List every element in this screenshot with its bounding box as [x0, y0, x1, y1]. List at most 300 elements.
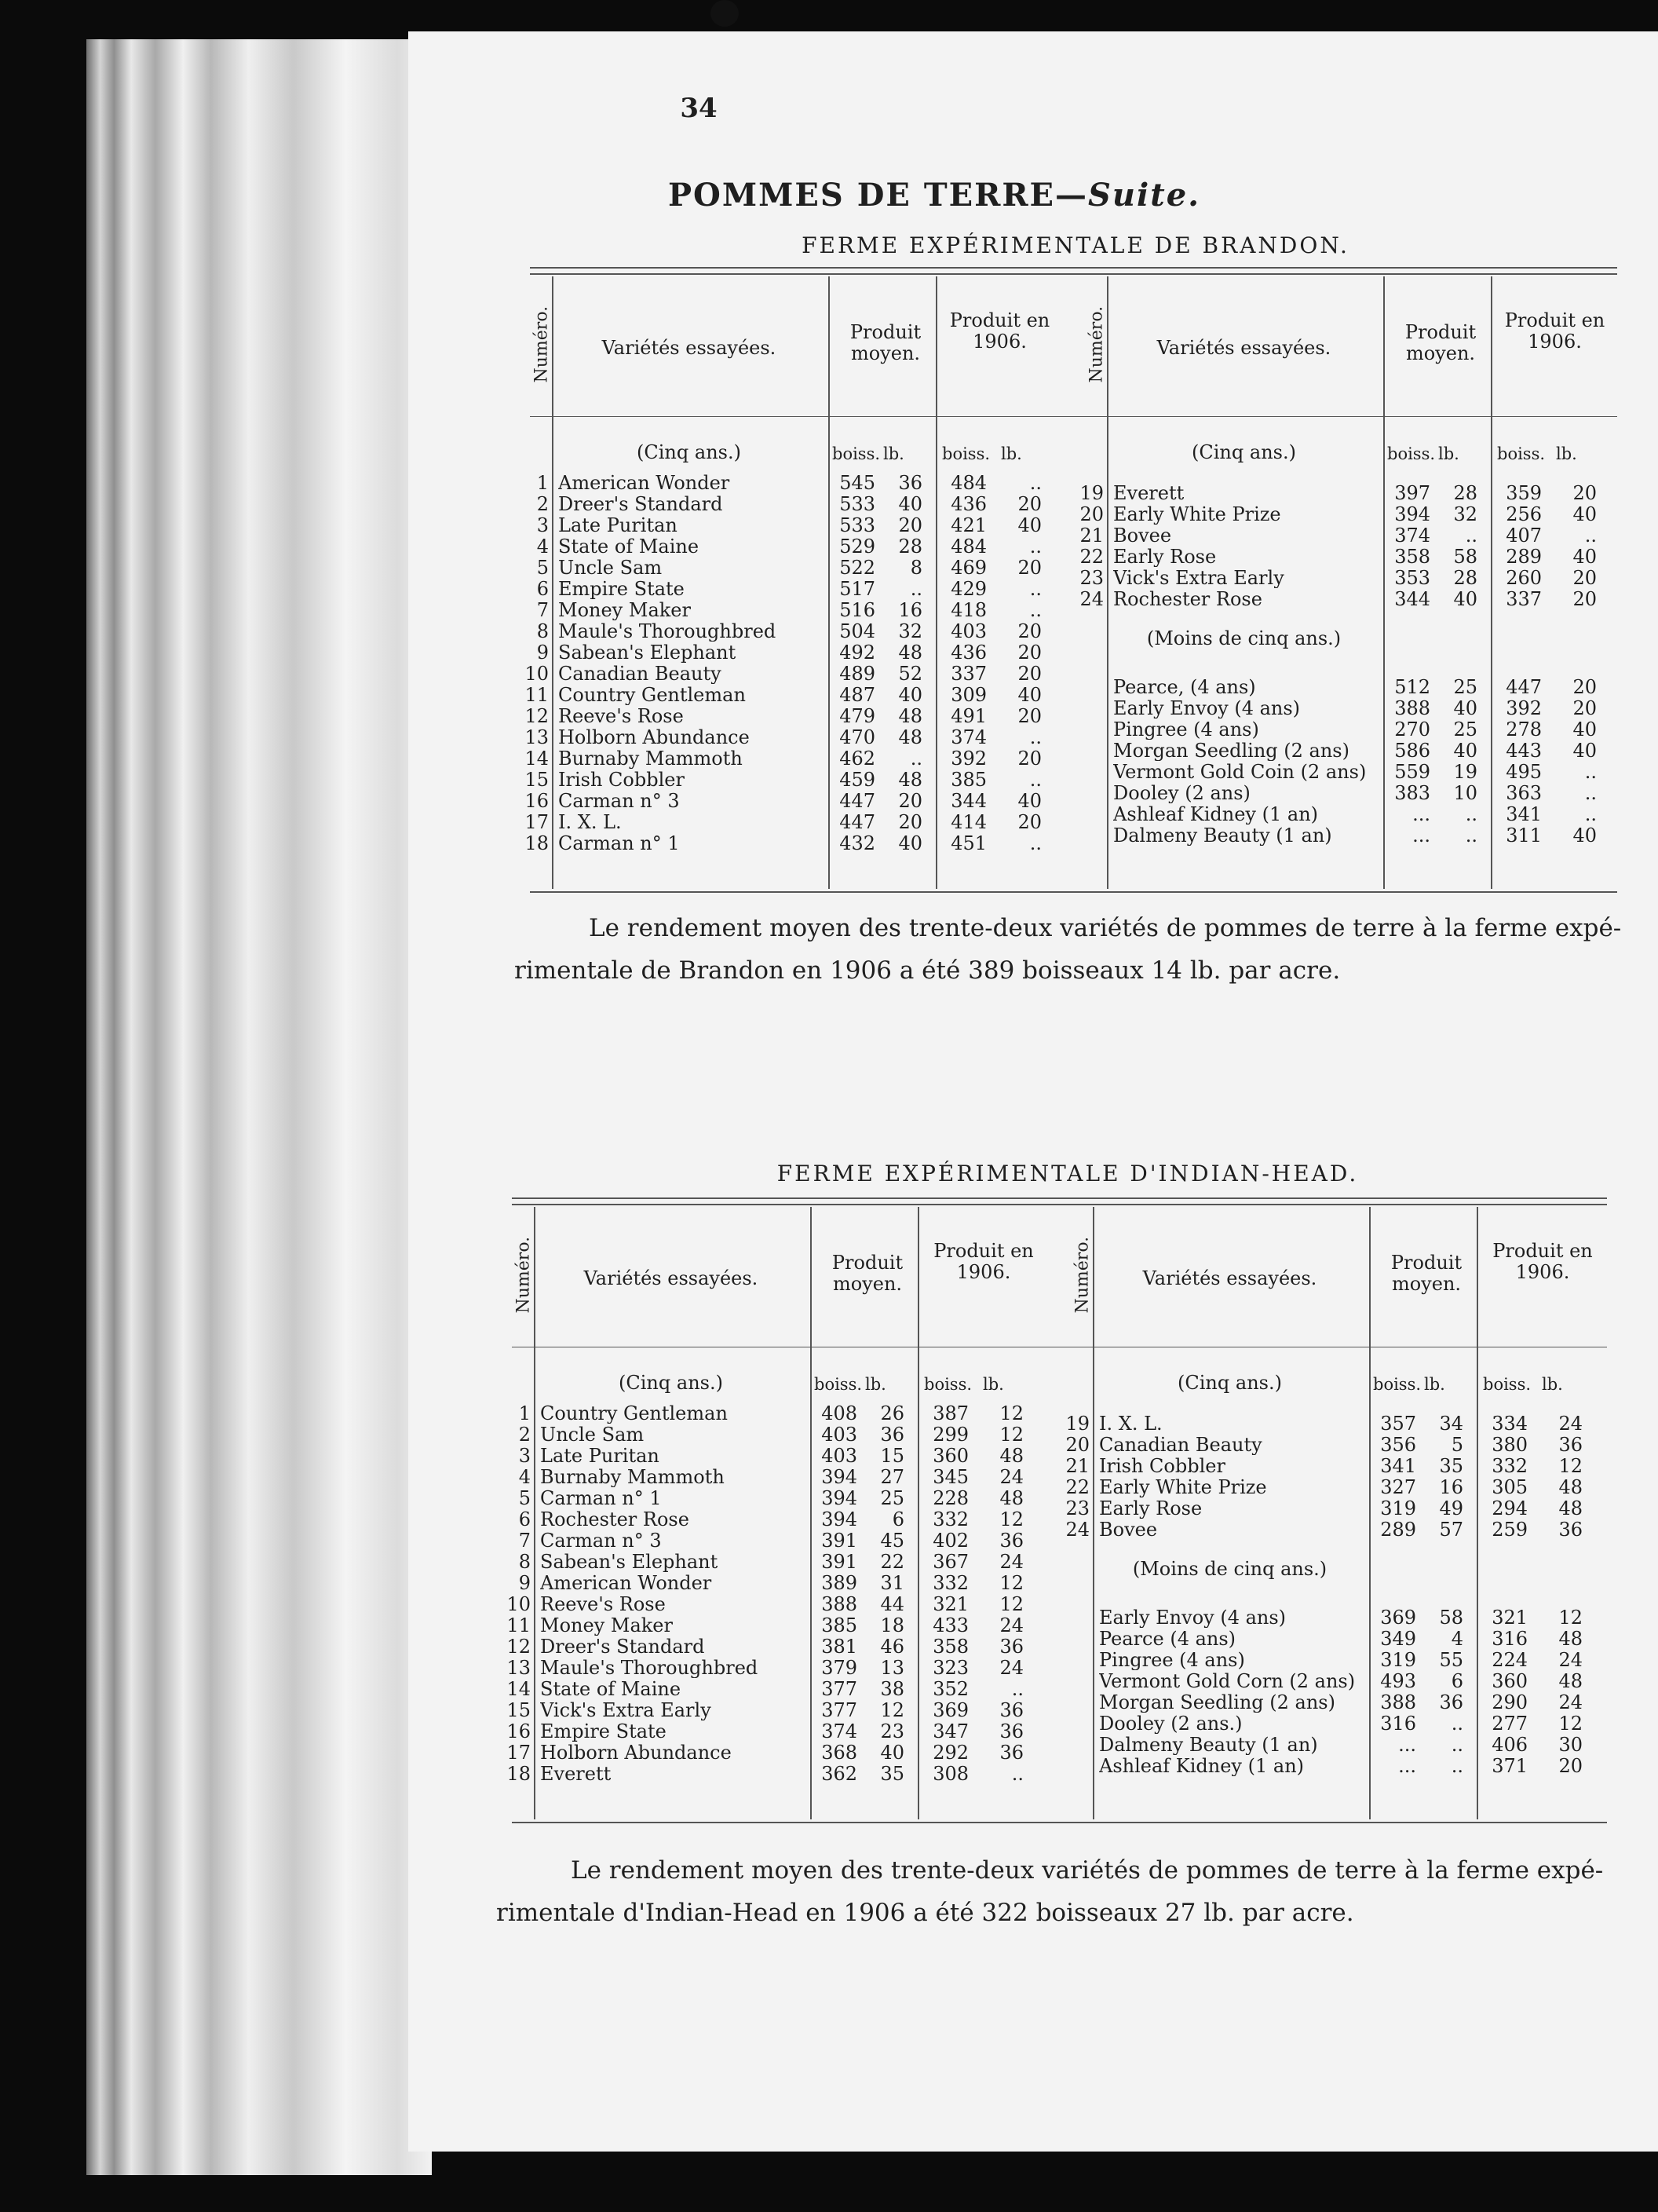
avg-pounds: ..	[1451, 1734, 1463, 1756]
avg-pounds: 40	[898, 684, 922, 706]
avg-pounds: 40	[898, 832, 922, 854]
left-unit-yb: boiss.	[924, 1375, 973, 1394]
left-cinq-ans-label: (Cinq ans.)	[619, 1372, 723, 1394]
variety-name: Everett	[540, 1764, 612, 1784]
yield-1906-pounds: 36	[999, 1742, 1024, 1764]
variety-name: Pingree (4 ans)	[1099, 1650, 1245, 1670]
avg-bushels: 374	[821, 1720, 857, 1742]
yield-1906-bushels: 259	[1492, 1519, 1528, 1541]
avg-pounds: 15	[880, 1445, 904, 1467]
yield-1906-pounds: 20	[1017, 748, 1042, 770]
avg-pounds: 23	[880, 1720, 904, 1742]
variety-name: I. X. L.	[558, 812, 622, 832]
variety-name: Pingree (4 ans)	[1113, 719, 1259, 740]
yield-1906-bushels: 418	[951, 599, 987, 621]
yield-1906-bushels: 371	[1492, 1755, 1528, 1777]
table-row	[1085, 740, 1616, 761]
avg-pounds: 45	[880, 1530, 904, 1552]
avg-bushels: 327	[1380, 1476, 1416, 1498]
yield-1906-pounds: 36	[999, 1699, 1024, 1721]
yield-1906-bushels: 289	[1506, 546, 1542, 568]
avg-bushels: 403	[821, 1424, 857, 1446]
yield-1906-bushels: 309	[951, 684, 987, 706]
table-row	[1085, 719, 1616, 740]
yield-1906-bushels: 369	[933, 1699, 969, 1721]
yield-1906-pounds: 40	[1572, 824, 1597, 846]
row-number: 20	[1079, 503, 1104, 525]
row-number: 4	[536, 536, 549, 558]
table-row	[1065, 1434, 1606, 1456]
avg-bushels: 353	[1394, 567, 1430, 589]
yield-1906-pounds: 24	[999, 1657, 1024, 1679]
yield-1906-bushels: 406	[1492, 1734, 1528, 1756]
row-number: 18	[506, 1763, 531, 1785]
row-number: 22	[1065, 1476, 1090, 1498]
left-unit-yl: lb.	[983, 1375, 1004, 1394]
yield-1906-pounds: 48	[999, 1487, 1024, 1509]
table-row	[512, 1530, 1047, 1551]
table-row	[530, 536, 1061, 557]
table-row	[1071, 1671, 1606, 1691]
yield-1906-pounds: 48	[999, 1445, 1024, 1467]
avg-bushels: 529	[839, 536, 875, 558]
row-number: 22	[1079, 546, 1104, 568]
row-number: 23	[1079, 567, 1104, 589]
yield-1906-bushels: 414	[951, 811, 987, 833]
table-row	[512, 1573, 1047, 1593]
table-bottom-rule	[530, 891, 1617, 893]
avg-pounds: 40	[1453, 588, 1477, 610]
avg-bushels: 319	[1380, 1649, 1416, 1671]
brandon-table	[524, 267, 1617, 903]
row-number: 1	[518, 1402, 531, 1424]
avg-pounds: 20	[898, 514, 922, 536]
variety-name: Late Puritan	[558, 515, 677, 536]
avg-bushels: 389	[821, 1572, 857, 1594]
row-number: 14	[524, 748, 549, 770]
brandon-note-line-1: Le rendement moyen des trente-deux variétés de pommes de terre à la ferme expé-	[589, 914, 1622, 942]
left-header-variete: Variétés essayées.	[601, 337, 776, 359]
variety-name: American Wonder	[558, 473, 730, 493]
yield-1906-bushels: 436	[951, 642, 987, 664]
row-number: 23	[1065, 1497, 1090, 1519]
avg-pounds: 38	[880, 1678, 904, 1700]
yield-1906-bushels: 387	[933, 1402, 969, 1424]
right-header-produit-1906: Produit en 1906.	[1504, 309, 1605, 353]
yield-1906-bushels: 321	[933, 1593, 969, 1615]
row-number: 2	[518, 1424, 531, 1446]
variety-name: Carman n° 3	[558, 791, 680, 811]
avg-pounds: 46	[880, 1636, 904, 1658]
yield-1906-pounds: 40	[1572, 718, 1597, 740]
table-row	[1085, 762, 1616, 782]
avg-pounds: 28	[1453, 567, 1477, 589]
row-number: 11	[506, 1614, 531, 1636]
row-number: 20	[1065, 1434, 1090, 1456]
variety-name: Vick's Extra Early	[1113, 568, 1284, 588]
yield-1906-pounds: 36	[1558, 1434, 1583, 1456]
variety-name: Country Gentleman	[558, 685, 746, 705]
title-suffix: Suite.	[1088, 177, 1201, 214]
avg-pounds: 22	[880, 1551, 904, 1573]
avg-bushels: 391	[821, 1551, 857, 1573]
yield-1906-pounds: 20	[1572, 697, 1597, 719]
variety-name: Uncle Sam	[540, 1424, 645, 1445]
avg-pounds: 20	[898, 790, 922, 812]
row-number: 14	[506, 1678, 531, 1700]
yield-1906-bushels: 392	[951, 748, 987, 770]
variety-name: Money Maker	[540, 1615, 673, 1636]
table-row	[512, 1403, 1047, 1424]
variety-name: Dooley (2 ans.)	[1099, 1713, 1243, 1734]
row-number: 4	[518, 1466, 531, 1488]
table-row	[512, 1424, 1047, 1445]
row-number: 12	[506, 1636, 531, 1658]
avg-bushels: 447	[839, 790, 875, 812]
row-number: 9	[536, 642, 549, 664]
table-row	[512, 1446, 1047, 1466]
yield-1906-pounds: 20	[1572, 567, 1597, 589]
avg-bushels: 270	[1394, 718, 1430, 740]
left-header-produit-moyen: Produit moyen.	[831, 1252, 904, 1295]
row-number: 6	[518, 1508, 531, 1530]
brandon-section-title: FERME EXPÉRIMENTALE DE BRANDON.	[802, 232, 1349, 258]
row-number: 19	[1079, 482, 1104, 504]
table-bottom-rule	[512, 1822, 1607, 1823]
table-row	[506, 1699, 1047, 1721]
right-unit-yl: lb.	[1556, 444, 1577, 463]
avg-pounds: 12	[880, 1699, 904, 1721]
yield-1906-bushels: 332	[933, 1572, 969, 1594]
avg-pounds: 36	[1439, 1691, 1463, 1713]
avg-bushels: 388	[1394, 697, 1430, 719]
avg-bushels: 381	[821, 1636, 857, 1658]
variety-name: Burnaby Mammoth	[540, 1467, 725, 1487]
variety-name: Money Maker	[558, 600, 691, 620]
yield-1906-pounds: ..	[1029, 599, 1042, 621]
avg-bushels: 522	[839, 557, 875, 579]
right-header-numero: Numéro.	[1072, 1236, 1093, 1314]
yield-1906-pounds: 36	[999, 1720, 1024, 1742]
table-row	[530, 558, 1061, 578]
yield-1906-bushels: 358	[933, 1636, 969, 1658]
yield-1906-bushels: 292	[933, 1742, 969, 1764]
table-row	[524, 705, 1061, 727]
yield-1906-pounds: 20	[1017, 705, 1042, 727]
yield-1906-pounds: 24	[1558, 1649, 1583, 1671]
yield-1906-pounds: 40	[1017, 790, 1042, 812]
avg-bushels: 533	[839, 514, 875, 536]
row-number: 15	[506, 1699, 531, 1721]
avg-pounds: 48	[898, 642, 922, 664]
avg-bushels: ...	[1398, 1734, 1416, 1756]
avg-bushels: 479	[839, 705, 875, 727]
variety-name: Irish Cobbler	[1099, 1456, 1225, 1476]
right-cinq-ans-label: (Cinq ans.)	[1192, 441, 1296, 463]
table-row	[1065, 1455, 1606, 1477]
avg-pounds: ..	[910, 748, 922, 770]
yield-1906-pounds: 40	[1017, 514, 1042, 536]
variety-name: Morgan Seedling (2 ans)	[1113, 740, 1349, 761]
indian-head-note-line-2: rimentale d'Indian-Head en 1906 a été 322 boisseaux 27 lb. par acre.	[496, 1899, 1354, 1927]
avg-pounds: 40	[898, 493, 922, 515]
yield-1906-pounds: 40	[1572, 740, 1597, 762]
yield-1906-pounds: 12	[1558, 1607, 1583, 1629]
avg-pounds: ..	[1451, 1713, 1463, 1735]
variety-name: I. X. L.	[1099, 1413, 1163, 1434]
table-row	[506, 1593, 1047, 1615]
right-unit-mb: boiss.	[1387, 444, 1436, 463]
right-unit-yb: boiss.	[1497, 444, 1546, 463]
left-unit-yl: lb.	[1001, 444, 1022, 463]
variety-name: Sabean's Elephant	[540, 1552, 718, 1572]
row-number: 21	[1079, 525, 1104, 547]
table-top-rule	[530, 267, 1617, 269]
left-rows	[524, 472, 1061, 854]
variety-name: Dalmeny Beauty (1 an)	[1113, 825, 1332, 846]
yield-1906-bushels: 403	[951, 620, 987, 642]
table-row	[512, 1488, 1047, 1508]
avg-pounds: 28	[1453, 482, 1477, 504]
avg-bushels: 462	[839, 748, 875, 770]
table-row	[530, 600, 1061, 620]
yield-1906-bushels: 451	[951, 832, 987, 854]
right-header-variete: Variétés essayées.	[1156, 337, 1331, 359]
variety-name: Reeve's Rose	[540, 1594, 666, 1614]
avg-pounds: 58	[1439, 1607, 1463, 1629]
yield-1906-pounds: 24	[999, 1614, 1024, 1636]
avg-pounds: 10	[1453, 782, 1477, 804]
avg-bushels: 349	[1380, 1628, 1416, 1650]
left-rows	[506, 1402, 1047, 1785]
yield-1906-pounds: 40	[1572, 503, 1597, 525]
yield-1906-bushels: 363	[1506, 782, 1542, 804]
avg-bushels: 512	[1394, 676, 1430, 698]
yield-1906-pounds: ..	[1029, 578, 1042, 600]
avg-pounds: 32	[898, 620, 922, 642]
yield-1906-bushels: 484	[951, 536, 987, 558]
left-header-numero: Numéro.	[513, 1236, 534, 1314]
avg-pounds: 19	[1453, 761, 1477, 783]
yield-1906-bushels: 367	[933, 1551, 969, 1573]
table-row	[1085, 825, 1616, 846]
yield-1906-pounds: 12	[999, 1402, 1024, 1424]
table-row	[1079, 567, 1616, 589]
row-number: 3	[536, 514, 549, 536]
avg-bushels: 374	[1394, 525, 1430, 547]
yield-1906-pounds: 20	[1572, 588, 1597, 610]
table-top-rule-2	[530, 273, 1617, 275]
avg-bushels: 362	[821, 1763, 857, 1785]
yield-1906-bushels: 374	[951, 726, 987, 748]
variety-name: Late Puritan	[540, 1446, 659, 1466]
avg-pounds: 31	[880, 1572, 904, 1594]
avg-pounds: 40	[880, 1742, 904, 1764]
yield-1906-bushels: 469	[951, 557, 987, 579]
row-number: 5	[536, 557, 549, 579]
table-row	[530, 579, 1061, 599]
avg-bushels: 344	[1394, 588, 1430, 610]
left-header-produit-1906: Produit en 1906.	[933, 1240, 1034, 1283]
yield-1906-bushels: 323	[933, 1657, 969, 1679]
table-row	[1085, 698, 1616, 718]
avg-bushels: 383	[1394, 782, 1430, 804]
avg-bushels: 397	[1394, 482, 1430, 504]
avg-pounds: 40	[1453, 697, 1477, 719]
avg-bushels: 394	[821, 1487, 857, 1509]
yield-1906-pounds: 24	[1558, 1413, 1583, 1435]
avg-pounds: 48	[898, 769, 922, 791]
left-unit-ml: lb.	[865, 1375, 886, 1394]
brandon-summary-note	[514, 907, 1629, 992]
avg-bushels: 394	[821, 1508, 857, 1530]
row-number: 15	[524, 769, 549, 791]
yield-1906-pounds: ..	[1029, 472, 1042, 494]
row-number: 17	[506, 1742, 531, 1764]
avg-pounds: 4	[1451, 1628, 1463, 1650]
table-row	[506, 1678, 1047, 1700]
yield-1906-pounds: 12	[999, 1572, 1024, 1594]
table-row	[1071, 1713, 1606, 1734]
yield-1906-pounds: ..	[1029, 726, 1042, 748]
avg-pounds: 6	[892, 1508, 904, 1530]
avg-bushels: 369	[1380, 1607, 1416, 1629]
left-unit-mb: boiss.	[832, 444, 881, 463]
table-row	[1085, 804, 1616, 824]
avg-bushels: 377	[821, 1678, 857, 1700]
avg-bushels: 403	[821, 1445, 857, 1467]
yield-1906-pounds: 24	[1558, 1691, 1583, 1713]
avg-pounds: ..	[910, 578, 922, 600]
yield-1906-pounds: 20	[1572, 676, 1597, 698]
yield-1906-bushels: 290	[1492, 1691, 1528, 1713]
table-row	[506, 1763, 1047, 1785]
variety-name: Vermont Gold Coin (2 ans)	[1113, 762, 1367, 782]
variety-name: State of Maine	[540, 1679, 681, 1699]
row-number: 13	[524, 726, 549, 748]
variety-name: Canadian Beauty	[558, 664, 721, 684]
table-row	[524, 663, 1061, 685]
yield-1906-pounds: ..	[1029, 536, 1042, 558]
title-text: POMMES DE TERRE—	[667, 177, 1089, 214]
left-header-produit-1906: Produit en 1906.	[949, 309, 1050, 353]
yield-1906-bushels: 308	[933, 1763, 969, 1785]
avg-bushels: 504	[839, 620, 875, 642]
moins-cinq-ans-label: (Moins de cinq ans.)	[1132, 1558, 1327, 1580]
right-young-rows	[1085, 677, 1616, 846]
row-number: 5	[518, 1487, 531, 1509]
variety-name: Country Gentleman	[540, 1403, 728, 1424]
row-number: 1	[536, 472, 549, 494]
yield-1906-pounds: 36	[999, 1530, 1024, 1552]
variety-name: Dreer's Standard	[558, 494, 723, 514]
table-row	[1071, 1607, 1606, 1628]
table-row	[1071, 1629, 1606, 1649]
yield-1906-pounds: ..	[1584, 761, 1597, 783]
avg-pounds: 34	[1439, 1413, 1463, 1435]
table-row	[530, 642, 1061, 663]
yield-1906-pounds: 12	[999, 1424, 1024, 1446]
variety-name: Maule's Thoroughbred	[540, 1658, 758, 1678]
yield-1906-bushels: 392	[1506, 697, 1542, 719]
table-row	[524, 769, 1061, 791]
yield-1906-pounds: 12	[999, 1508, 1024, 1530]
avg-bushels: 316	[1380, 1713, 1416, 1735]
yield-1906-bushels: 360	[933, 1445, 969, 1467]
avg-pounds: 48	[898, 705, 922, 727]
variety-name: Ashleaf Kidney (1 an)	[1099, 1756, 1305, 1776]
avg-pounds: 25	[1453, 718, 1477, 740]
variety-name: Empire State	[540, 1721, 666, 1742]
avg-pounds: 49	[1439, 1497, 1463, 1519]
avg-bushels: 493	[1380, 1670, 1416, 1692]
yield-1906-bushels: 256	[1506, 503, 1542, 525]
variety-name: Holborn Abundance	[558, 727, 750, 748]
variety-name: Bovee	[1113, 525, 1172, 546]
avg-bushels: 341	[1380, 1455, 1416, 1477]
table-row	[506, 1614, 1047, 1636]
table-row	[506, 1742, 1047, 1764]
table-row	[512, 1467, 1047, 1487]
yield-1906-bushels: 337	[1506, 588, 1542, 610]
yield-1906-pounds: 20	[1017, 811, 1042, 833]
row-number: 8	[518, 1551, 531, 1573]
row-number: 12	[524, 705, 549, 727]
avg-pounds: 20	[898, 811, 922, 833]
avg-bushels: 377	[821, 1699, 857, 1721]
row-number: 6	[536, 578, 549, 600]
avg-bushels: 357	[1380, 1413, 1416, 1435]
yield-1906-bushels: 385	[951, 769, 987, 791]
avg-pounds: ..	[1465, 525, 1477, 547]
right-header-produit-moyen: Produit moyen.	[1390, 1252, 1463, 1295]
row-number: 13	[506, 1657, 531, 1679]
avg-pounds: 28	[898, 536, 922, 558]
yield-1906-bushels: 407	[1506, 525, 1542, 547]
row-number: 10	[524, 663, 549, 685]
row-number: 19	[1065, 1413, 1090, 1435]
avg-bushels: 394	[821, 1466, 857, 1488]
yield-1906-bushels: 436	[951, 493, 987, 515]
variety-name: Reeve's Rose	[558, 706, 684, 726]
variety-name: Rochester Rose	[1113, 589, 1262, 609]
yield-1906-pounds: 40	[1017, 684, 1042, 706]
avg-bushels: 408	[821, 1402, 857, 1424]
yield-1906-pounds: 40	[1572, 546, 1597, 568]
row-number: 7	[536, 599, 549, 621]
variety-name: Early White Prize	[1113, 504, 1281, 525]
indian-head-summary-note	[496, 1849, 1619, 1934]
avg-pounds: 36	[880, 1424, 904, 1446]
yield-1906-bushels: 345	[933, 1466, 969, 1488]
yield-1906-pounds: 20	[1017, 642, 1042, 664]
avg-bushels: 388	[1380, 1691, 1416, 1713]
table-row	[1071, 1756, 1606, 1776]
variety-name: Burnaby Mammoth	[558, 748, 743, 769]
table-row	[506, 1636, 1047, 1658]
table-row	[530, 473, 1061, 493]
avg-bushels: 586	[1394, 740, 1430, 762]
yield-1906-pounds: 20	[1572, 482, 1597, 504]
avg-bushels: ...	[1398, 1755, 1416, 1777]
variety-name: Vermont Gold Corn (2 ans)	[1099, 1671, 1356, 1691]
row-number: 10	[506, 1593, 531, 1615]
avg-pounds: 16	[898, 599, 922, 621]
table-row	[1079, 546, 1616, 568]
avg-pounds: 32	[1453, 503, 1477, 525]
avg-pounds: 35	[880, 1763, 904, 1785]
yield-1906-bushels: 278	[1506, 718, 1542, 740]
